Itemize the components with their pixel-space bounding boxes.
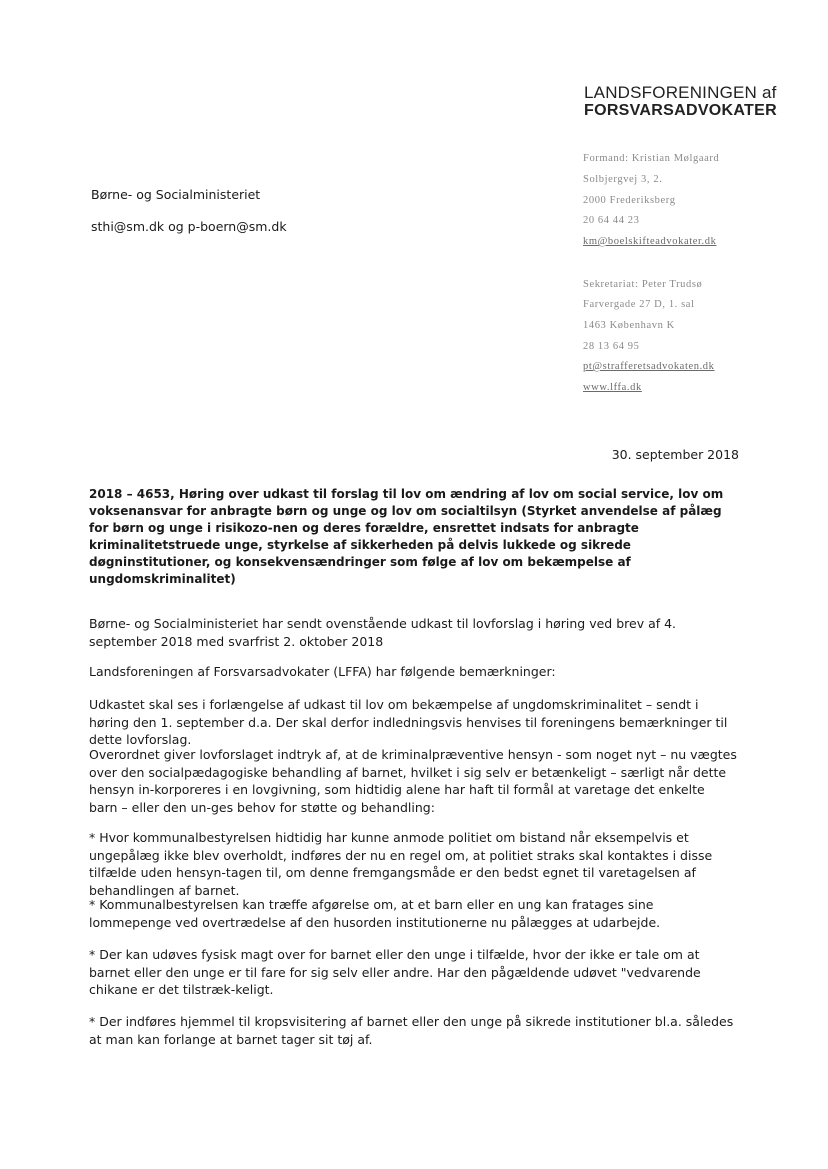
body-paragraph: Landsforeningen af Forsvarsadvokater (LFFA) har følgende bemærkninger: [89, 664, 556, 679]
bullet-item: * Der kan udøves fysisk magt over for barnet eller den unge i tilfælde, hvor der ikke er tale om at barnet eller den unge er til fare for sig selv eller andre. Har den pågældende udøvet "vedvarende chikane er det tilstræk-keligt. [89, 947, 701, 997]
recipient-name: Børne- og Socialministeriet [91, 187, 261, 202]
secretariat-phone: 28 13 64 95 [583, 341, 640, 352]
bullet-item: * Hvor kommunalbestyrelsen hidtidig har kunne anmode politiet om bistand når eksempelvis et ungepålæg ikke blev overholdt, indføres der nu en regel om, at politiet straks skal kontaktes i disse tilfælde uden hensyn-tagen til, om denne fremgangsmåde er den bedst egnet til varetagelsen af behandlingen af barnet. [89, 830, 713, 898]
secretariat-email-link[interactable]: pt@strafferetsadvokaten.dk [583, 361, 715, 372]
body-paragraph: Børne- og Socialministeriet har sendt ovenstående udkast til lovforslag i høring ved brev af 4. september 2018 med svarfrist 2. oktober 2018 [89, 616, 677, 649]
secretariat-city: 1463 København K [583, 320, 675, 331]
body-paragraph: Udkastet skal ses i forlængelse af udkast til lov om bekæmpelse af ungdomskriminalitet – sendt i høring den 1. september d.a. Der skal derfor indledningsvis henvises til foreningens bemærkninger til dette lovforslag. [89, 697, 728, 747]
chairman-city: 2000 Frederiksberg [583, 195, 676, 206]
secretariat-street: Farvergade 27 D, 1. sal [583, 299, 695, 310]
website-link[interactable]: www.lffa.dk [583, 382, 642, 393]
secretariat-title: Sekretariat: Peter Trudsø [583, 279, 703, 290]
subject-heading: 2018 – 4653, Høring over udkast til forslag til lov om ændring af lov om social service, lov om voksenansvar for anbragte børn og unge og lov om socialtilsyn (Styrket anvendelse af pålæg for børn og unge i risikozo-nen og deres forældre, ensrettet indsats for anbragte kriminalitetstruede unge, styrkelse af sikkerheden på delvis lukkede og sikrede døgninstitutioner, og konsekvensændringer som følge af lov om bekæmpelse af ungdomskriminalitet) [89, 487, 724, 586]
chairman-email-link[interactable]: km@boelskifteadvokater.dk [583, 236, 717, 247]
org-name-line2: FORSVARSADVOKATER [584, 102, 777, 119]
chairman-phone: 20 64 44 23 [583, 215, 640, 226]
body-paragraph: Overordnet giver lovforslaget indtryk af, at de kriminalpræventive hensyn - som noget nyt – nu vægtes over den socialpædagogiske behandling af barnet, hvilket i sig selv er betænkeligt – særligt når dette hensyn in-korporeres i en lovgivning, som hidtidig alene har haft til formål at varetage det enkelte barn – eller den un-ges behov for støtte og behandling: [89, 747, 737, 815]
chairman-title: Formand: Kristian Mølgaard [583, 153, 720, 164]
recipient-emails: sthi@sm.dk og p-boern@sm.dk [91, 219, 287, 234]
letter-date: 30. september 2018 [611, 447, 739, 462]
bullet-item: * Kommunalbestyrelsen kan træffe afgørelse om, at et barn eller en ung kan fratages sine lommepenge ved overtrædelse af den husorden institutionerne nu pålægges at udarbejde. [89, 897, 661, 930]
org-name-line1: LANDSFORENINGEN af [584, 83, 777, 102]
chairman-street: Solbjergvej 3, 2. [583, 174, 663, 185]
bullet-item: * Der indføres hjemmel til kropsvisitering af barnet eller den unge på sikrede institutioner bl.a. således at man kan forlange at barnet tager sit tøj af. [89, 1014, 734, 1047]
